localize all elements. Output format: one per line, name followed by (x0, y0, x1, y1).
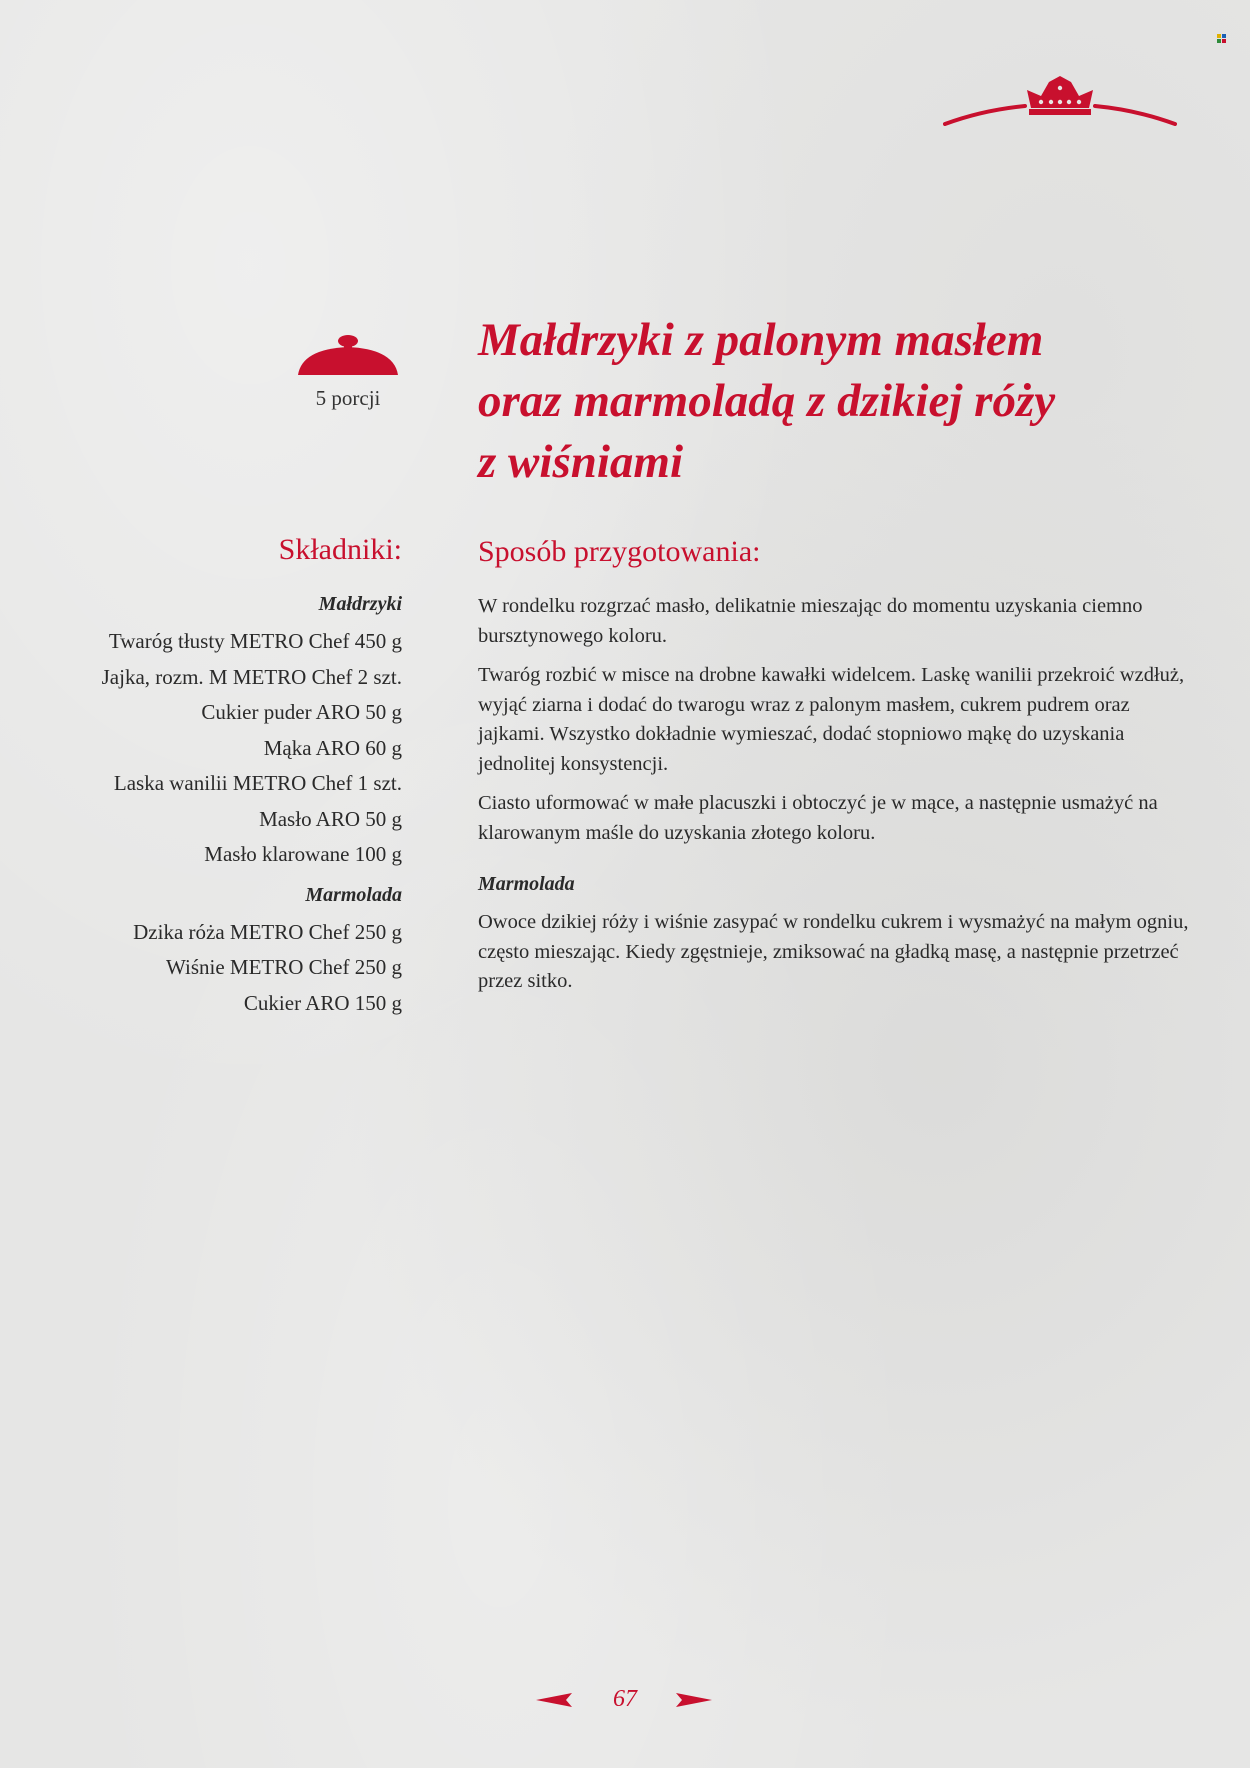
ingredient-item: Masło klarowane 100 g (204, 842, 402, 866)
method-paragraph: W rondelku rozgrzać masło, delikatnie mieszając do momentu uzyskania ciemno bursztynowego koloru. (478, 595, 1143, 647)
ingredient-item: Cukier puder ARO 50 g (201, 700, 402, 724)
method-steps (478, 592, 1198, 1007)
ingredient-group-title: Marmolada (305, 883, 402, 906)
method-paragraph: Twaróg rozbić w misce na drobne kawałki widelcem. Laskę wanilii przekroić wzdłuż, wyjąć ziarna i dodać do twarogu wraz z palonym masłem, cukrem pudrem oraz jajkami. Wszystko dokładnie wymieszać, dodać stopniowo mąkę do uzyskania jednolitej konsystencji. (478, 664, 1185, 775)
arrow-left-icon (536, 1693, 572, 1707)
ingredient-item: Masło ARO 50 g (259, 806, 402, 831)
method-heading: Sposób przygotowania: (478, 535, 761, 568)
ingredient-item: Twaróg tłusty METRO Chef 450 g (108, 629, 402, 653)
method-subheading: Marmolada (478, 873, 575, 895)
ingredients-list (60, 590, 402, 1021)
color-dots-icon (1217, 34, 1226, 43)
ingredient-item: Jajka, rozm. M METRO Chef 2 szt. (101, 664, 402, 689)
recipe-title: Małdrzyki z palonym masłem oraz marmoladą z dzikiej róży z wiśniami (478, 314, 1056, 488)
ingredients-heading: Składniki: (278, 533, 402, 566)
crown-logo-icon (943, 74, 1177, 126)
method-paragraph: Owoce dzikiej róży i wiśnie zasypać w rondelku cukrem i wysmażyć na małym ogniu, często mieszając. Kiedy zgęstnieje, zmiksować na gładką masę, a następnie przetrzeć przez sitko. (478, 911, 1189, 992)
method-paragraph: Ciasto uformować w małe placuszki i obtoczyć je w mące, a następnie usmażyć na klarowanym maśle do uzyskania złotego koloru. (478, 792, 1158, 844)
arrow-right-icon (676, 1693, 712, 1707)
ingredient-item: Dzika róża METRO Chef 250 g (133, 919, 402, 944)
ingredient-item: Cukier ARO 150 g (243, 990, 402, 1015)
servings-count: 5 porcji (315, 386, 381, 410)
ingredient-group-title: Małdrzyki (318, 593, 402, 615)
page-number: 67 (613, 1686, 637, 1712)
pot-lid-icon (296, 333, 400, 379)
ingredient-item: Wiśnie METRO Chef 250 g (166, 955, 402, 979)
ingredient-item: Mąka ARO 60 g (263, 735, 402, 760)
ingredient-item: Laska wanilii METRO Chef 1 szt. (113, 771, 402, 795)
